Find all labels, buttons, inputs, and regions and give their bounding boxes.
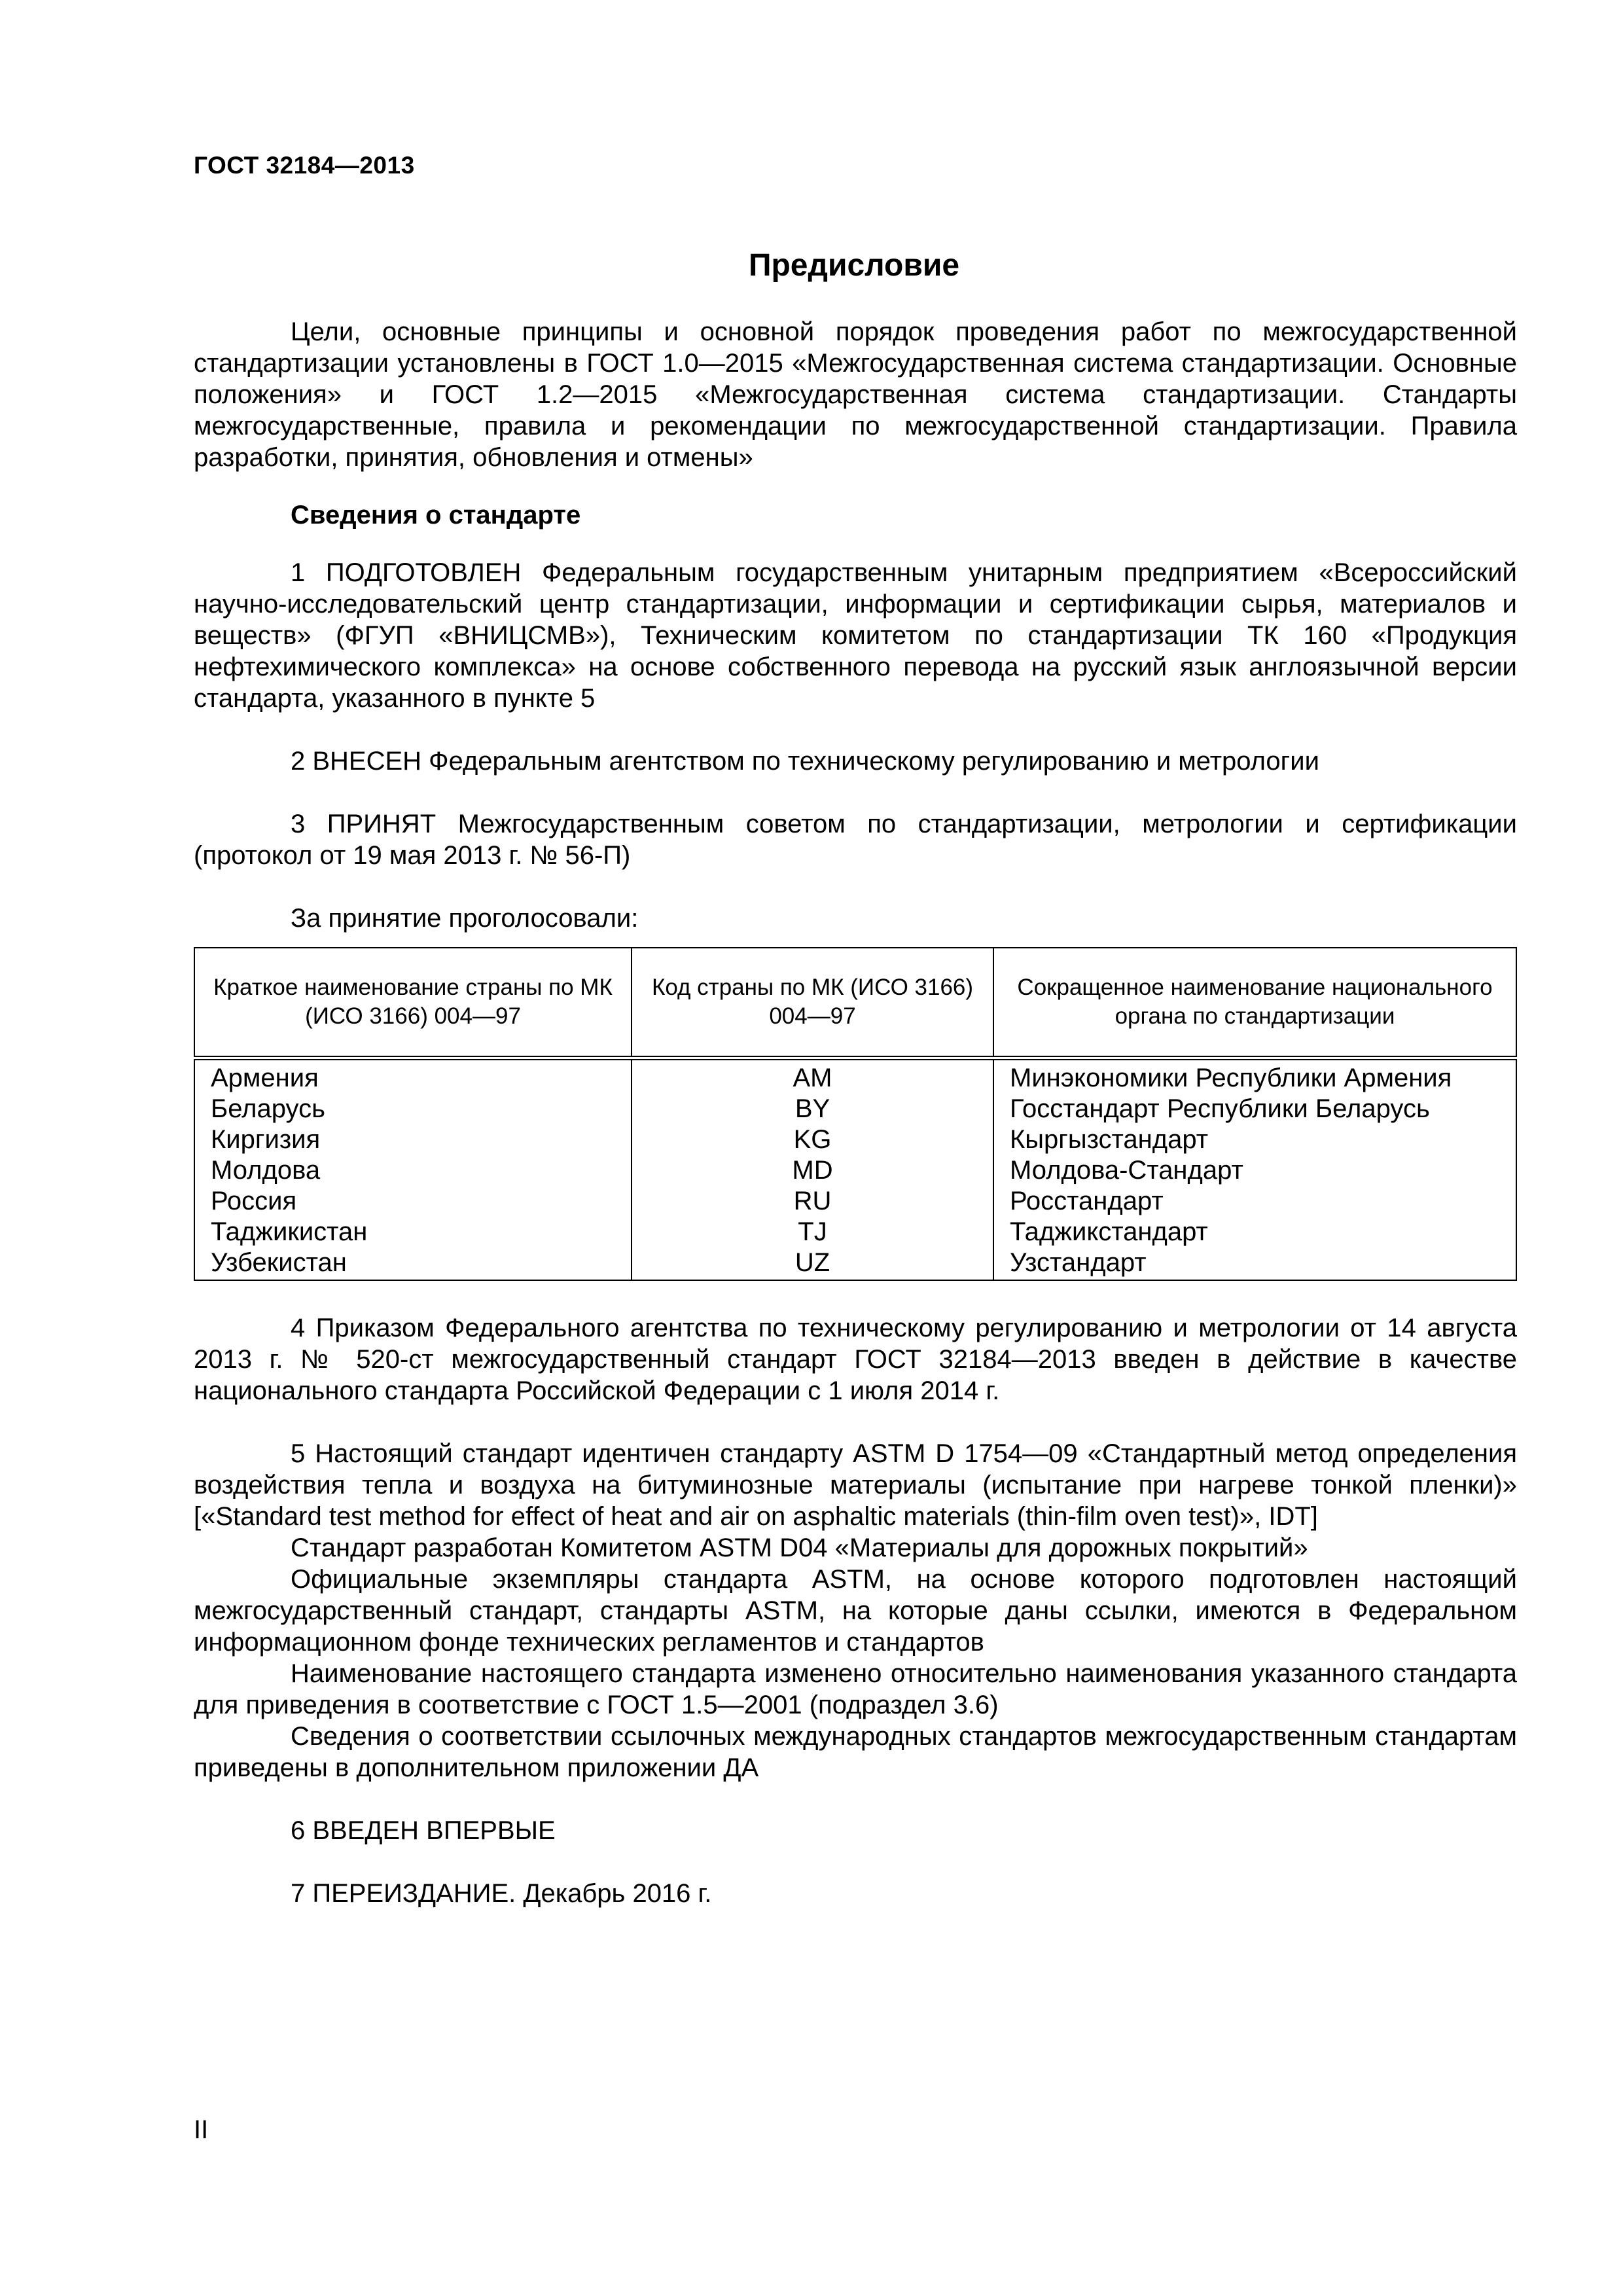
standards-body: Таджикстандарт xyxy=(993,1217,1516,1247)
country-code: RU xyxy=(632,1186,993,1217)
member-states-table xyxy=(194,947,1517,1281)
page-number: II xyxy=(194,2115,209,2144)
column-header-code: Код страны по МК (ИСО 3166) 004—97 xyxy=(632,948,993,1058)
standards-body: Узстандарт xyxy=(993,1247,1516,1280)
table-row xyxy=(194,1094,1516,1124)
table-header-row xyxy=(194,948,1516,1058)
country-code: UZ xyxy=(632,1247,993,1280)
paragraph-2: 2 ВНЕСЕН Федеральным агентством по техническому регулированию и метрологии xyxy=(291,747,1319,776)
standards-body: Росстандарт xyxy=(993,1186,1516,1217)
column-header-country: Краткое наименование страны по МК (ИСО 3166) 004—97 xyxy=(194,948,632,1058)
paragraph-5: 5 Настоящий стандарт идентичен стандарту ASTM D 1754—09 «Стандартный метод определения воздействия тепла и воздуха на битуминозные материалы (испытание при нагреве тонкой пленки)» [«Standard test method for effect of heat and air on asphaltic materials (thin-film oven test)», IDT] xyxy=(194,1439,1517,1531)
intro-paragraph: Цели, основные принципы и основной порядок проведения работ по межгосударственной стандартизации установлены в ГОСТ 1.0—2015 «Межгосударственная система стандартизации. Основные положения» и ГОСТ 1.2—2015 «Межгосударственная система стандартизации. Стандарты межгосударственные, правила и рекомендации по межгосударственной стандартизации. Правила разработки, принятия, обновления и отмены» xyxy=(194,317,1517,472)
table-row xyxy=(194,1155,1516,1186)
voted-label: За принятие проголосовали: xyxy=(291,904,639,933)
country-code: KG xyxy=(632,1124,993,1155)
paragraph-5-references: Сведения о соответствии ссылочных международных стандартов межгосударственным стандартам приведены в дополнительном приложении ДА xyxy=(194,1722,1517,1782)
table-row xyxy=(194,1124,1516,1155)
column-header-body: Сокращенное наименование национального органа по стандартизации xyxy=(993,948,1516,1058)
standards-body: Кыргызстандарт xyxy=(993,1124,1516,1155)
paragraph-7: 7 ПЕРЕИЗДАНИЕ. Декабрь 2016 г. xyxy=(291,1879,712,1908)
table-row xyxy=(194,1247,1516,1280)
standards-body: Госстандарт Республики Беларусь xyxy=(993,1094,1516,1124)
paragraph-4: 4 Приказом Федерального агентства по техническому регулированию и метрологии от 14 августа 2013 г. № 520-ст межгосударственный стандарт ГОСТ 32184—2013 введен в действие в качестве национального стандарта Российской Федерации с 1 июля 2014 г. xyxy=(194,1314,1517,1405)
standards-body: Молдова-Стандарт xyxy=(993,1155,1516,1186)
paragraph-1: 1 ПОДГОТОВЛЕН Федеральным государственным унитарным предприятием «Всероссийский научно-исследовательский центр стандартизации, информации и сертификации сырья, материалов и веществ» (ФГУП «ВНИЦСМВ»), Техническим комитетом по стандартизации ТК 160 «Продукция нефтехимического комплекса» на основе собственного перевода на русский язык англоязычной версии стандарта, указанного в пункте 5 xyxy=(194,558,1517,713)
country-name: Узбекистан xyxy=(194,1247,632,1280)
country-name: Молдова xyxy=(194,1155,632,1186)
section-heading: Сведения о стандарте xyxy=(291,501,581,529)
paragraph-5-committee: Стандарт разработан Комитетом ASTM D04 «Материалы для дорожных покрытий» xyxy=(291,1534,1308,1562)
country-code: TJ xyxy=(632,1217,993,1247)
country-name: Таджикистан xyxy=(194,1217,632,1247)
paragraph-5-copies: Официальные экземпляры стандарта ASTM, на основе которого подготовлен настоящий межгосударственный стандарт, стандарты ASTM, на которые даны ссылки, имеются в Федеральном информационном фонде технических регламентов и стандартов xyxy=(194,1565,1517,1657)
page-title: Предисловие xyxy=(748,248,960,283)
paragraph-3: 3 ПРИНЯТ Межгосударственным советом по стандартизации, метрологии и сертификации (протокол от 19 мая 2013 г. № 56-П) xyxy=(194,810,1517,870)
country-name: Россия xyxy=(194,1186,632,1217)
country-name: Армения xyxy=(194,1058,632,1094)
table-row xyxy=(194,1217,1516,1247)
paragraph-6: 6 ВВЕДЕН ВПЕРВЫЕ xyxy=(291,1816,556,1845)
country-name: Киргизия xyxy=(194,1124,632,1155)
country-code: BY xyxy=(632,1094,993,1124)
paragraph-5-title-change: Наименование настоящего стандарта изменено относительно наименования указанного стандарта для приведения в соответствие с ГОСТ 1.5—2001 (подраздел 3.6) xyxy=(194,1659,1517,1719)
document-body xyxy=(194,316,1517,1909)
table-row xyxy=(194,1058,1516,1094)
country-name: Беларусь xyxy=(194,1094,632,1124)
country-code: MD xyxy=(632,1155,993,1186)
country-code: AM xyxy=(632,1058,993,1094)
table-row xyxy=(194,1186,1516,1217)
document-code: ГОСТ 32184—2013 xyxy=(194,152,415,179)
standards-body: Минэкономики Республики Армения xyxy=(993,1058,1516,1094)
